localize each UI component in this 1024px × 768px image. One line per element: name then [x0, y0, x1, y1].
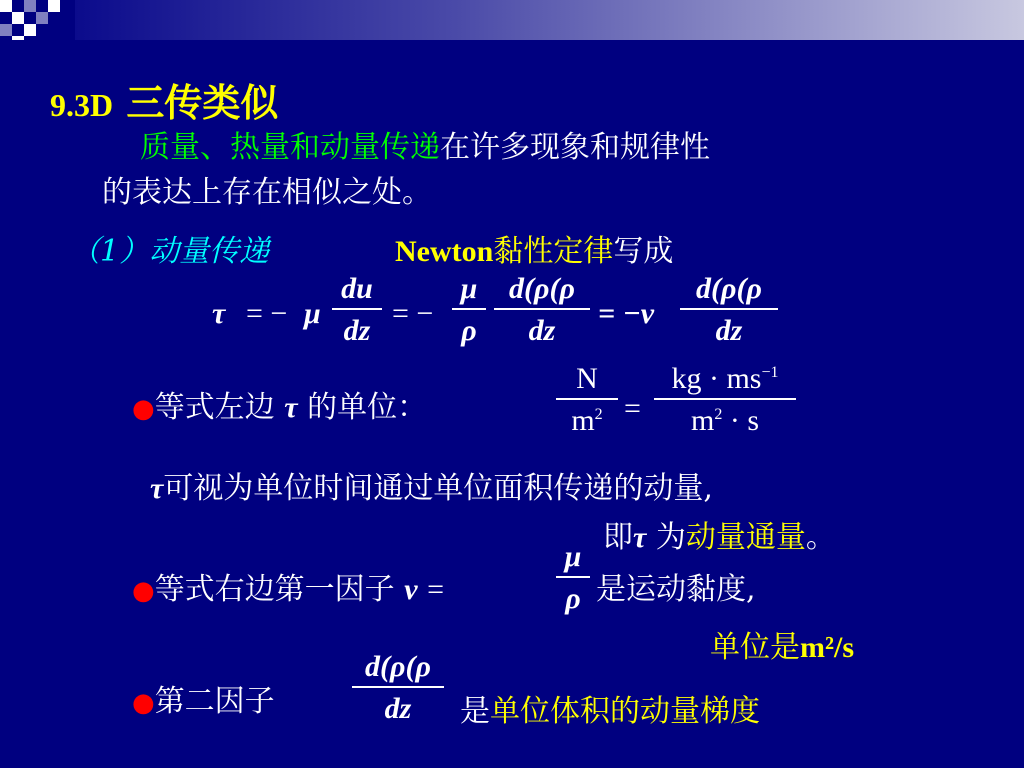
bullet-1-line [132, 382, 427, 426]
newton-word: Newton [395, 235, 494, 268]
bullet-3-frac [352, 650, 444, 726]
eq1-equals-neg: = − [246, 297, 288, 330]
unit-kgms: kg · ms [671, 362, 762, 395]
unit-s: · s [729, 404, 759, 437]
unit-label: 单位是 [710, 630, 800, 665]
intro-line-2: 的表达上存在相似之处。 [102, 175, 432, 210]
ji-tau: τ [633, 521, 647, 554]
bullet-2-rest: 是运动黏度, [596, 572, 756, 607]
fraction-bar [452, 308, 486, 310]
eq1-equals-neg-2: = − [392, 297, 434, 330]
header-square [36, 12, 48, 24]
header-square [0, 0, 12, 12]
fraction-bar [332, 308, 382, 310]
unit-value: m²/s [800, 631, 854, 664]
unit-m: m [690, 404, 715, 437]
bullet-3-text: 第二因子 [154, 684, 275, 719]
intro-rest: 在许多现象和规律性 [440, 130, 710, 165]
fraction-bar [556, 576, 590, 578]
header-square [12, 12, 24, 24]
ji-wei: 为 [655, 520, 686, 555]
tau-text: 可视为单位时间通过单位面积传递的动量, [163, 471, 713, 506]
section-1-label: （1）动量传递 [70, 234, 270, 269]
bullet-2-denominator: ρ [565, 582, 581, 615]
bullet-3-rest [460, 686, 760, 730]
momentum-gradient-highlight: 单位体积的动量梯度 [490, 694, 760, 729]
eq1-numerator: d(ρ(ρ [696, 272, 762, 305]
bullet-2-line [132, 564, 444, 608]
eq1-frac-mu-rho [452, 272, 486, 348]
unit-frac-N-m2 [556, 362, 618, 438]
unit-exp: −1 [761, 364, 779, 381]
fraction-bar [556, 398, 618, 400]
bullet-2-text: 等式右边第一因子 [154, 572, 395, 607]
fraction-bar [654, 398, 796, 400]
tau-symbol: τ [150, 472, 164, 505]
unit-frac-kgms-m2s [654, 362, 796, 438]
intro-highlight: 质量、热量和动量传递 [140, 130, 440, 165]
eq1-numerator: μ [460, 272, 478, 305]
fraction-bar [680, 308, 778, 310]
bullet-icon: ● [132, 688, 155, 718]
eq1-equals-neg-nu: = −ν [598, 297, 655, 330]
bullet-3-shi: 是 [460, 694, 490, 729]
header-square [24, 24, 36, 36]
header-square [12, 36, 24, 40]
title-number: 9.3D [50, 87, 114, 123]
fraction-bar [352, 686, 444, 688]
bullet-3-denominator: dz [384, 692, 412, 725]
bullet-2-numerator: μ [564, 540, 582, 573]
unit-numerator: N [576, 362, 598, 395]
title-text: 三传类似 [126, 80, 279, 125]
bullet-2-nu: ν [404, 573, 418, 606]
eq1-denominator: dz [528, 314, 556, 347]
bullet-1-tau: τ [284, 391, 298, 424]
momentum-flux-highlight: 动量通量 [685, 520, 806, 555]
bullet-3-line [132, 676, 275, 720]
header-gradient-stripe [75, 0, 1024, 40]
eq1-mu: μ [304, 297, 321, 330]
header-square [24, 0, 36, 12]
unit-equals: = [624, 392, 641, 425]
eq1-frac-drho-dz-2 [680, 272, 778, 348]
fraction-bar [494, 308, 590, 310]
newton-law-line [395, 226, 673, 270]
bullet-2-frac-mu-rho [556, 540, 590, 616]
ji-text: 即 [603, 520, 633, 555]
momentum-flux-line [603, 512, 836, 556]
bullet-2-unit-line [710, 622, 854, 666]
eq1-numerator: d(ρ(ρ [509, 272, 575, 305]
tau-description [150, 463, 713, 507]
bullet-icon: ● [132, 394, 155, 424]
header-square [48, 0, 60, 12]
ji-end: 。 [805, 520, 836, 555]
bullet-1-rest: 的单位： [307, 390, 428, 425]
eq1-frac-drho-dz [494, 272, 590, 348]
newton-highlight: 黏性定律 [493, 234, 614, 269]
eq1-denominator: ρ [461, 314, 477, 347]
eq1-tau: τ [212, 297, 226, 330]
eq1-denominator: dz [715, 314, 743, 347]
bullet-1-text: 等式左边 [154, 390, 275, 425]
eq1-frac-du-dz [332, 272, 382, 348]
eq1-numerator: du [341, 272, 373, 305]
eq1-denominator: dz [343, 314, 371, 347]
unit-denominator-2 [654, 404, 796, 438]
unit-exp: 2 [594, 406, 603, 423]
newton-rest: 写成 [613, 234, 674, 269]
unit-exp: 2 [714, 406, 723, 423]
slide-title [50, 72, 278, 127]
bullet-3-numerator: d(ρ(ρ [365, 650, 431, 683]
header-decoration [0, 0, 1024, 40]
intro-line-1 [140, 122, 710, 166]
header-square [0, 24, 12, 36]
bullet-icon: ● [132, 576, 155, 606]
unit-m: m [571, 404, 595, 437]
unit-numerator-2 [654, 362, 796, 396]
unit-denominator [556, 404, 618, 438]
bullet-2-equals: = [427, 573, 445, 606]
